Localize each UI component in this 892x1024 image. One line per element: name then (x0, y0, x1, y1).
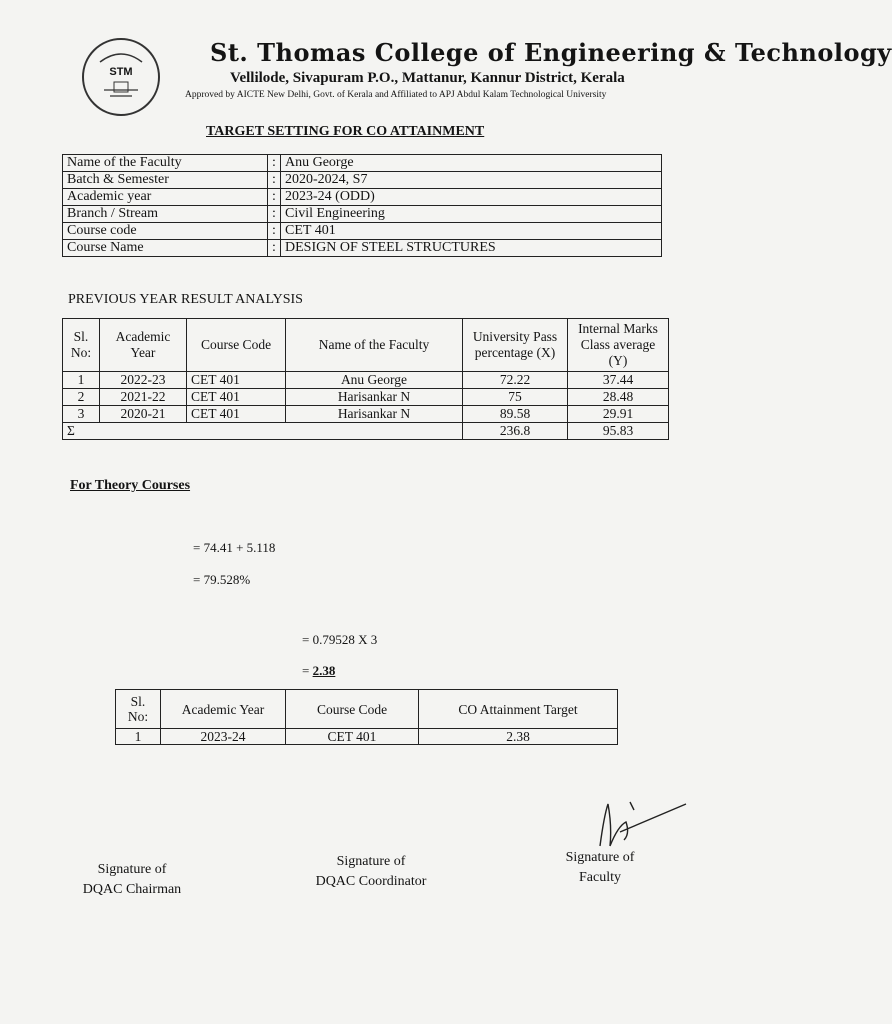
college-logo (82, 38, 160, 116)
info-colon: : (268, 172, 281, 189)
cell-code: CET 401 (187, 406, 286, 423)
table-row (63, 389, 669, 406)
signature-coordinator (306, 852, 436, 892)
cell-faculty: Harisankar N (286, 406, 463, 423)
target-cell-sl: 1 (116, 729, 161, 745)
info-row (63, 172, 662, 189)
signature-chairman-line2: DQAC Chairman (82, 882, 182, 897)
cell-pass: 72.22 (463, 372, 568, 389)
col-header-faculty: Name of the Faculty (286, 319, 463, 372)
cell-internal: 37.44 (568, 372, 669, 389)
col-header-sl: Sl. No: (63, 319, 100, 372)
table-row (63, 372, 669, 389)
cell-code: CET 401 (187, 389, 286, 406)
cell-year: 2020-21 (100, 406, 187, 423)
cell-pass: 75 (463, 389, 568, 406)
table-row (116, 729, 618, 745)
target-cell-target: 2.38 (419, 729, 618, 745)
cell-pass: 89.58 (463, 406, 568, 423)
approval-note: Approved by AICTE New Delhi, Govt. of Kerala and Affiliated to APJ Abdul Kalam Technological University (185, 90, 607, 100)
info-value: Civil Engineering (281, 206, 662, 223)
col-header-pass: University Pass percentage (X) (463, 319, 568, 372)
cell-sl: 2 (63, 389, 100, 406)
target-cell-code: CET 401 (286, 729, 419, 745)
cell-internal: 28.48 (568, 389, 669, 406)
info-value: DESIGN OF STEEL STRUCTURES (281, 240, 662, 257)
info-colon: : (268, 189, 281, 206)
sum-row (63, 423, 669, 440)
info-label: Course code (63, 223, 268, 240)
info-label: Name of the Faculty (63, 155, 268, 172)
target-header-code: Course Code (286, 690, 419, 729)
info-value: 2020-2024, S7 (281, 172, 662, 189)
formula-prefix: = (302, 663, 313, 678)
info-colon: : (268, 223, 281, 240)
sum-internal: 95.83 (568, 423, 669, 440)
target-header-target: CO Attainment Target (419, 690, 618, 729)
info-label: Batch & Semester (63, 172, 268, 189)
formula-line-1: = 74.41 + 5.118 (193, 540, 276, 555)
signature-chairman (72, 860, 192, 900)
cell-faculty: Anu George (286, 372, 463, 389)
signature-faculty-line1: Signature of (565, 850, 635, 865)
info-colon: : (268, 206, 281, 223)
info-row (63, 240, 662, 257)
formula-result: 2.38 (312, 663, 336, 678)
course-info-table (62, 154, 662, 257)
document-title: TARGET SETTING FOR CO ATTAINMENT (206, 124, 485, 139)
info-value: 2023-24 (ODD) (281, 189, 662, 206)
col-header-code: Course Code (187, 319, 286, 372)
cell-faculty: Harisankar N (286, 389, 463, 406)
cell-internal: 29.91 (568, 406, 669, 423)
cell-code: CET 401 (187, 372, 286, 389)
logo-text: STM (109, 66, 133, 78)
info-colon: : (268, 240, 281, 257)
target-table (115, 689, 618, 745)
target-cell-year: 2023-24 (161, 729, 286, 745)
sum-pass: 236.8 (463, 423, 568, 440)
college-name: St. Thomas College of Engineering & Technology (210, 38, 892, 67)
col-header-internal: Internal Marks Class average (Y) (568, 319, 669, 372)
info-row (63, 223, 662, 240)
cell-year: 2022-23 (100, 372, 187, 389)
info-label: Course Name (63, 240, 268, 257)
signature-faculty (555, 848, 645, 888)
cell-sl: 1 (63, 372, 100, 389)
info-colon: : (268, 155, 281, 172)
info-value: Anu George (281, 155, 662, 172)
formula-line-4 (302, 663, 335, 679)
info-row (63, 206, 662, 223)
formula-line-2: = 79.528% (193, 572, 251, 587)
signature-chairman-line1: Signature of (97, 862, 167, 877)
previous-result-table (62, 318, 669, 440)
info-label: Academic year (63, 189, 268, 206)
previous-result-title: PREVIOUS YEAR RESULT ANALYSIS (68, 292, 303, 307)
theory-heading: For Theory Courses (70, 478, 191, 493)
cell-sl: 3 (63, 406, 100, 423)
signature-coordinator-line1: Signature of (336, 854, 406, 869)
sum-symbol: Σ (63, 423, 463, 440)
cell-year: 2021-22 (100, 389, 187, 406)
target-header-sl: Sl. No: (116, 690, 161, 729)
signature-coordinator-line2: DQAC Coordinator (315, 874, 427, 889)
info-row (63, 155, 662, 172)
info-label: Branch / Stream (63, 206, 268, 223)
handwritten-signature-icon (590, 796, 690, 856)
col-header-year: Academic Year (100, 319, 187, 372)
target-header-year: Academic Year (161, 690, 286, 729)
college-address: Vellilode, Sivapuram P.O., Mattanur, Kannur District, Kerala (230, 70, 625, 86)
formula-line-3: = 0.79528 X 3 (302, 632, 378, 647)
info-value: CET 401 (281, 223, 662, 240)
table-row (63, 406, 669, 423)
info-row (63, 189, 662, 206)
signature-faculty-line2: Faculty (579, 870, 621, 885)
